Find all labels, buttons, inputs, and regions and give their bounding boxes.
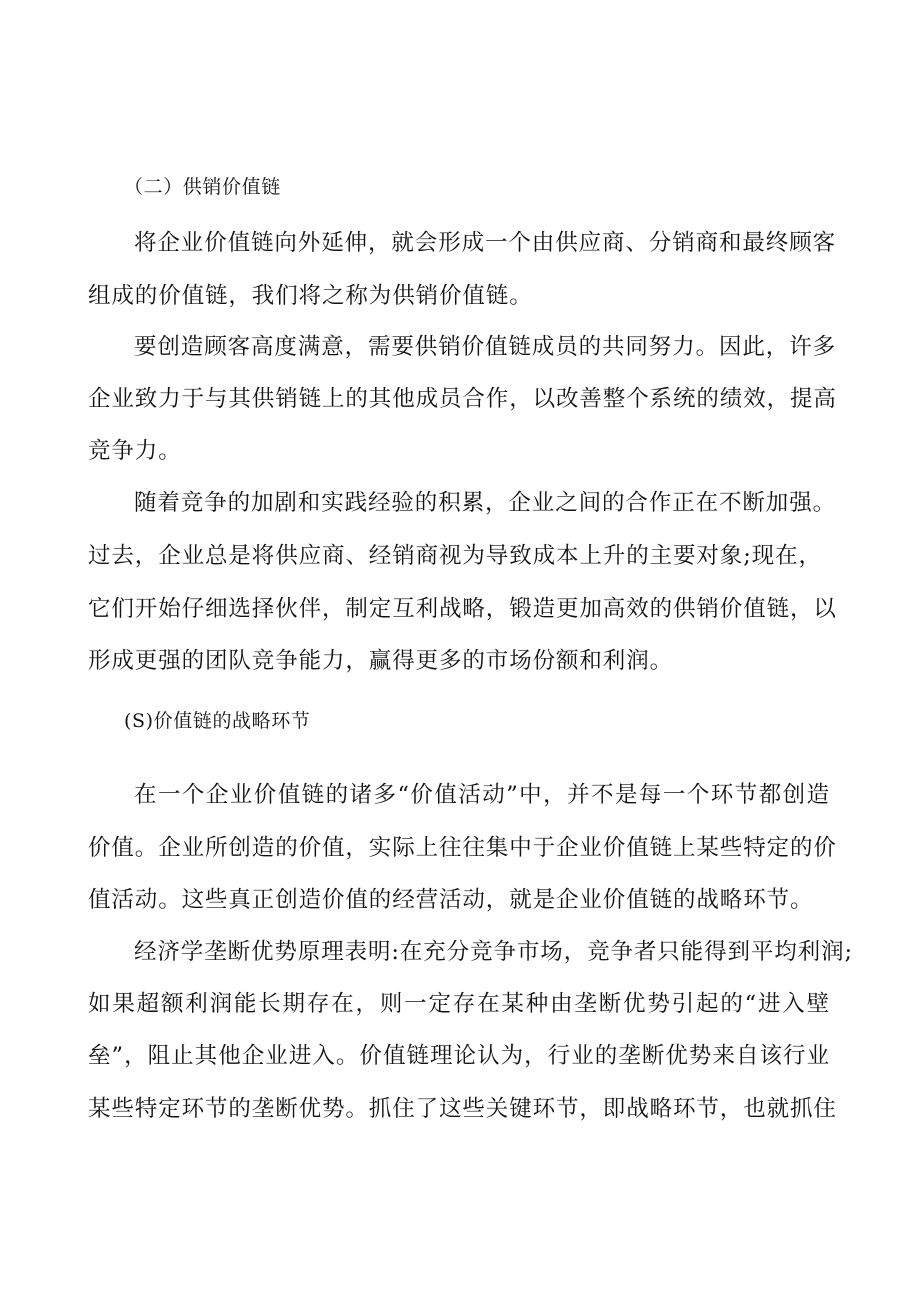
section-heading-supply-chain: （二）供销价值链 (124, 176, 281, 198)
paragraph-line: 价值。企业所创造的价值，实际上往往集中于企业价值链上某些特定的价 (88, 835, 837, 861)
paragraph-line: 如果超额利润能长期存在，则一定存在某种由垄断优势引起的“进入壁 (88, 991, 830, 1017)
paragraph-line: 要创造顾客高度满意，需要供销价值链成员的共同努力。因此，许多 (134, 334, 837, 360)
paragraph-line: 值活动。这些真正创造价值的经营活动，就是企业价值链的战略环节。 (88, 887, 814, 913)
paragraph-line: 将企业价值链向外延伸，就会形成一个由供应商、分销商和最终顾客 (134, 230, 837, 256)
paragraph-line: 企业致力于与其供销链上的其他成员合作，以改善整个系统的绩效，提高 (88, 386, 837, 412)
paragraph-line: 过去，企业总是将供应商、经销商视为导致成本上升的主要对象;现在， (88, 543, 822, 569)
paragraph-line: 它们开始仔细选择伙伴，制定互利战略，锻造更加高效的供销价值链，以 (88, 596, 837, 622)
paragraph-line: 组成的价值链，我们将之称为供销价值链。 (88, 283, 533, 309)
paragraph-line: 在一个企业价值链的诸多“价值活动”中，并不是每一个环节都创造 (134, 782, 830, 808)
paragraph-line: 垒”，阻止其他企业进入。价值链理论认为，行业的垄断优势来自该行业 (88, 1043, 830, 1069)
section-heading-strategic-links: (S)价值链的战略环节 (124, 710, 311, 732)
paragraph-line: 随着竞争的加剧和实践经验的积累，企业之间的合作正在不断加强。 (134, 490, 837, 516)
paragraph-line: 经济学垄断优势原理表明:在充分竞争市场，竞争者只能得到平均利润; (134, 939, 853, 965)
paragraph-line: 形成更强的团队竞争能力，赢得更多的市场份额和利润。 (88, 648, 674, 674)
paragraph-line: 某些特定环节的垄断优势。抓住了这些关键环节，即战略环节，也就抓住 (88, 1096, 837, 1122)
paragraph-line: 竞争力。 (88, 438, 182, 464)
